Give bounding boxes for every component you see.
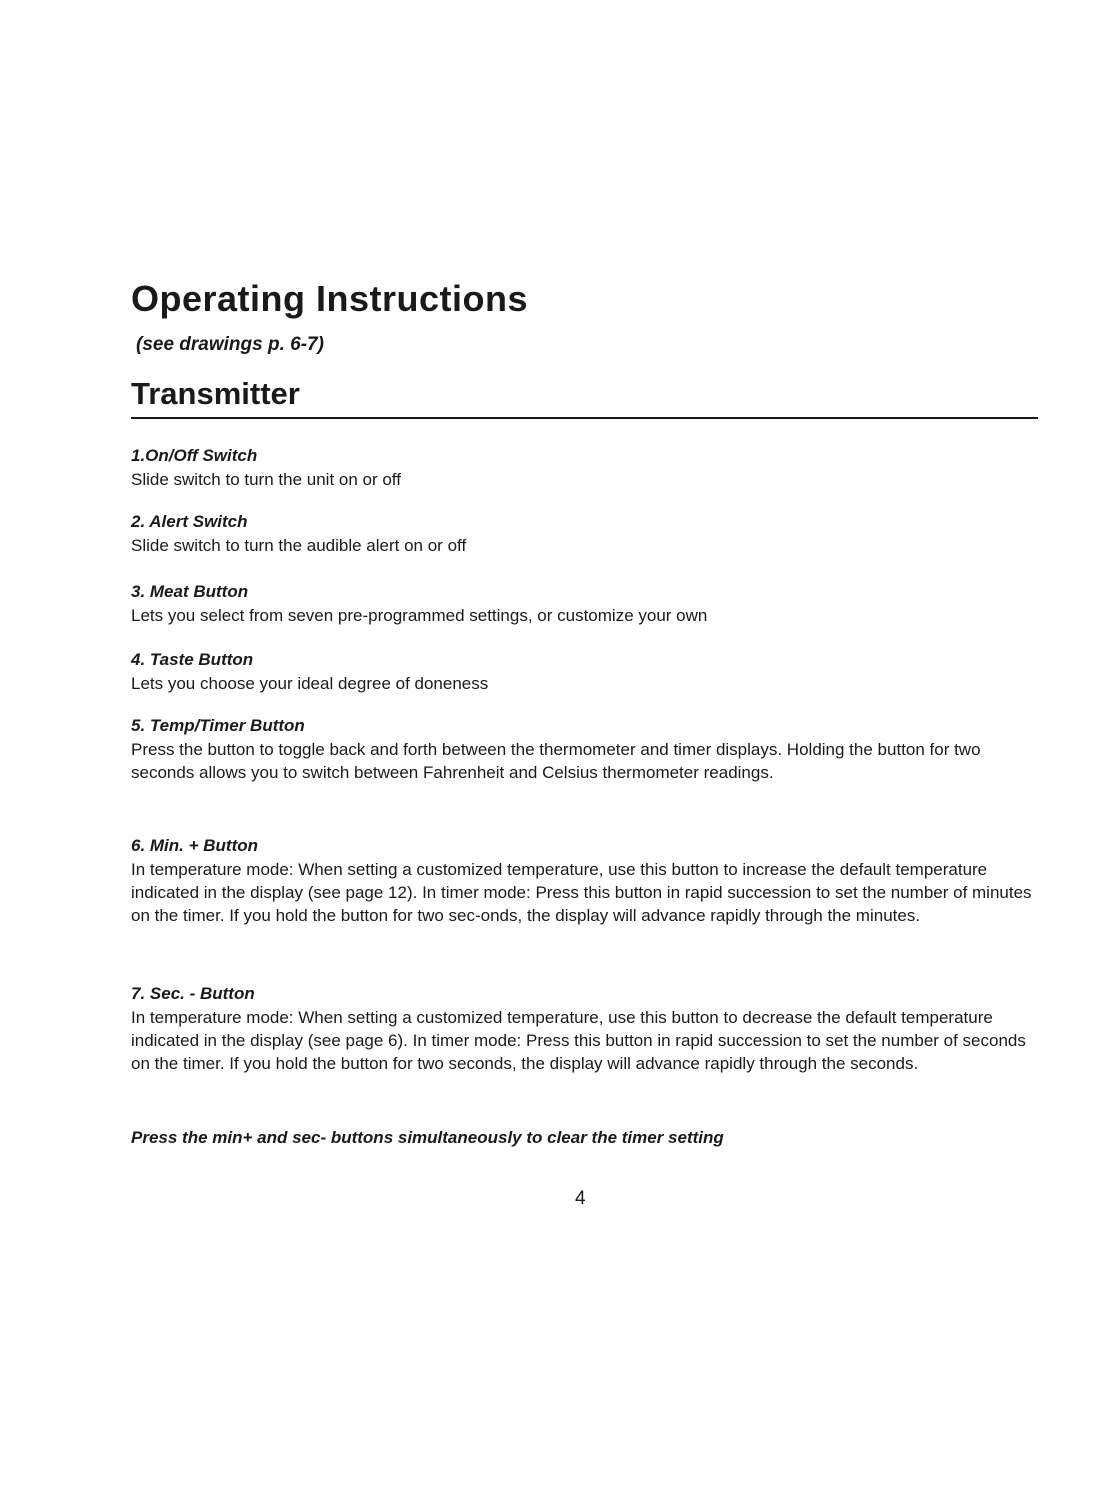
clear-timer-note: Press the min+ and sec- buttons simultaneously to clear the timer setting	[131, 1128, 724, 1147]
page-subtitle: (see drawings p. 6-7)	[136, 334, 324, 355]
page-number: 4	[575, 1188, 586, 1209]
item-heading: 1.On/Off Switch	[131, 446, 258, 465]
page-title: Operating Instructions	[131, 278, 529, 319]
item-body: Lets you choose your ideal degree of doneness	[131, 674, 489, 693]
item-alert-switch	[131, 510, 1036, 557]
item-body: In temperature mode: When setting a customized temperature, use this button to decrease the default temperature indicated in the display (see page 6). In timer mode: Press this button in rapid succession to set the number of seconds on the timer. If you hold the button for two seconds, the display will advance rapidly through the seconds.	[131, 1008, 1026, 1073]
item-heading: 7. Sec. - Button	[131, 984, 255, 1003]
item-heading: 6. Min. + Button	[131, 836, 259, 855]
item-body: Press the button to toggle back and forth between the thermometer and timer displays. Holding the button for two seconds allows you to switch between Fahrenheit and Celsius thermometer readings.	[131, 740, 981, 782]
item-taste-button	[131, 648, 1036, 695]
item-body: Lets you select from seven pre-programmed settings, or customize your own	[131, 606, 708, 625]
item-sec-minus-button	[131, 982, 1036, 1075]
item-body: Slide switch to turn the audible alert on or off	[131, 536, 467, 555]
item-body: Slide switch to turn the unit on or off	[131, 470, 401, 489]
item-min-plus-button	[131, 834, 1036, 927]
item-on-off-switch	[131, 444, 1036, 491]
section-divider	[131, 417, 1038, 419]
item-heading: 3. Meat Button	[131, 582, 249, 601]
item-heading: 4. Taste Button	[131, 650, 254, 669]
section-title: Transmitter	[131, 376, 300, 411]
item-body: In temperature mode: When setting a customized temperature, use this button to increase the default temperature indicated in the display (see page 12). In timer mode: Press this button in rapid succession to set the number of minutes on the timer. If you hold the button for two sec-onds, the display will advance rapidly through the minutes.	[131, 860, 1032, 925]
item-heading: 2. Alert Switch	[131, 512, 248, 531]
item-meat-button	[131, 580, 1036, 627]
item-heading: 5. Temp/Timer Button	[131, 716, 305, 735]
item-temp-timer-button	[131, 714, 1036, 784]
